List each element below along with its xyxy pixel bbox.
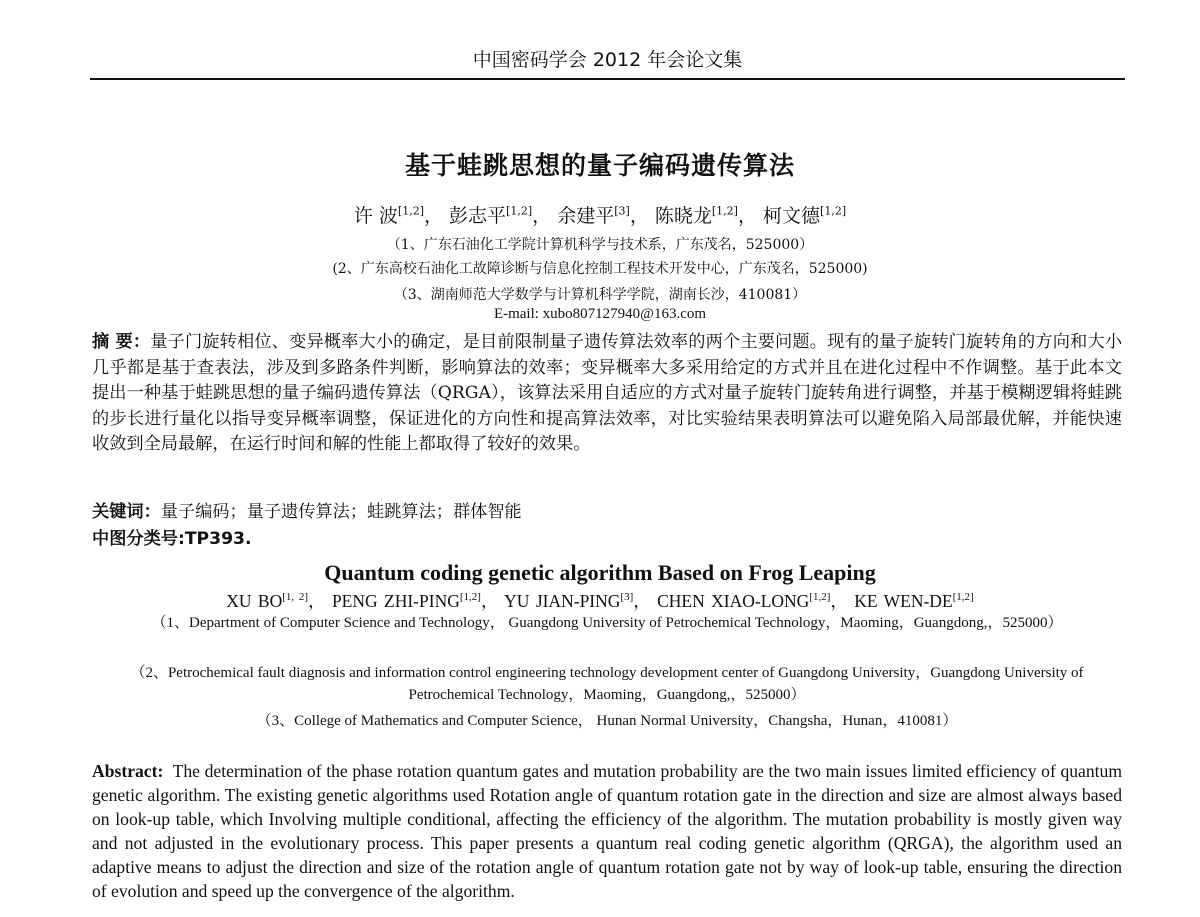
clc-number xyxy=(92,524,252,549)
author-cn: 柯文德[1,2] xyxy=(763,204,847,227)
author-en: XU BO[1, 2]， xyxy=(226,591,326,611)
running-title: 中国密码学会 2012 年会论文集 xyxy=(472,49,743,71)
affiliation-cn-1: （1、广东石油化工学院计算机科学与技术系，广东茂名，525000） xyxy=(386,237,814,253)
author-en: KE WEN-DE[1,2] xyxy=(854,591,974,611)
author-cn: 陈晓龙[1,2]， xyxy=(654,204,757,227)
abstract-cn-label: 摘 要： xyxy=(92,332,151,352)
author-cn: 许 波[1,2]， xyxy=(353,204,443,227)
affiliation-en-2: （2、Petrochemical fault diagnosis and information control engineering technology development center of Guangdong University，Guangdong University of Petrochemical Technology，Maoming，Guangdong,，525000） xyxy=(130,665,1084,703)
abstract-cn-text: 量子门旋转相位、变异概率大小的确定，是目前限制量子遗传算法效率的两个主要问题。现有的量子旋转门旋转角的方向和大小几乎都是基于查表法，涉及到多路条件判断，影响算法的效率；变异概率大多采用给定的方式并且在进化过程中不作调整。基于此本文提出一种基于蛙跳思想的量子编码遗传算法（QRGA），该算法采用自适应的方式对量子旋转门旋转角进行调整，并基于模糊逻辑将蛙跳的步长进行量化以指导变异概率调整，保证进化的方向性和提高算法效率，对比实验结果表明算法可以避免陷入局部最优解，并能快速收敛到全局最解，在运行时间和解的性能上都取得了较好的效果。 xyxy=(92,332,1123,454)
running-header xyxy=(90,42,1125,80)
keywords-label: 关键词： xyxy=(92,502,161,522)
author-en: YU JIAN-PING[3]， xyxy=(504,591,651,611)
author-list-en xyxy=(0,588,1200,613)
affiliation-cn-3: （3、湖南师范大学数学与计算机科学学院，湖南长沙，410081） xyxy=(393,287,807,303)
author-list-cn xyxy=(0,201,1200,228)
author-cn: 彭志平[1,2]， xyxy=(449,204,552,227)
author-en: CHEN XIAO-LONG[1,2]， xyxy=(657,591,848,611)
clc-label: 中图分类号: xyxy=(92,529,185,549)
affiliation-en-3: （3、College of Mathematics and Computer Science， Hunan Normal University，Changsha，Hunan，410081） xyxy=(256,713,958,729)
author-cn: 余建平[3]， xyxy=(557,204,649,227)
paper-title-en: Quantum coding genetic algorithm Based on Frog Leaping xyxy=(324,560,876,585)
keywords-cn xyxy=(92,497,522,522)
abstract-en-text: The determination of the phase rotation quantum gates and mutation probability are the two main issues limited efficiency of quantum genetic algorithm. The existing genetic algorithms used Rotation angle of quantum rotation gate in the direction and size are almost always based on look-up table, which Involving multiple conditional, affecting the efficiency of the algorithm. The mutation probability is mostly given way and not adjusted in the evolutionary process. This paper presents a quantum real coding genetic algorithm (QRGA), the algorithm used an adaptive means to adjust the direction and size of the rotation angle of quantum rotation gate not by way of look-up table, ensuring the direction of evolution and speed up the convergence of the algorithm. xyxy=(92,761,1123,901)
affiliation-cn-2: (2、广东高校石油化工故障诊断与信息化控制工程技术开发中心，广东茂名，525000) xyxy=(332,261,868,277)
clc-value: TP393. xyxy=(184,529,252,549)
email: E-mail: xubo807127940@163.com xyxy=(493,306,707,322)
author-en: PENG ZHI-PING[1,2]， xyxy=(331,591,499,611)
abstract-en-label: Abstract: xyxy=(92,761,164,781)
abstract-en xyxy=(92,759,1122,903)
abstract-cn xyxy=(92,330,1122,458)
affiliation-en-1: （1、Department of Computer Science and Technology， Guangdong University of Petrochemical Technology，Maoming，Guangdong,，525000） xyxy=(151,615,1063,631)
paper-title-cn: 基于蛙跳思想的量子编码遗传算法 xyxy=(404,151,795,180)
keywords-text: 量子编码；量子遗传算法；蛙跳算法；群体智能 xyxy=(160,502,522,522)
